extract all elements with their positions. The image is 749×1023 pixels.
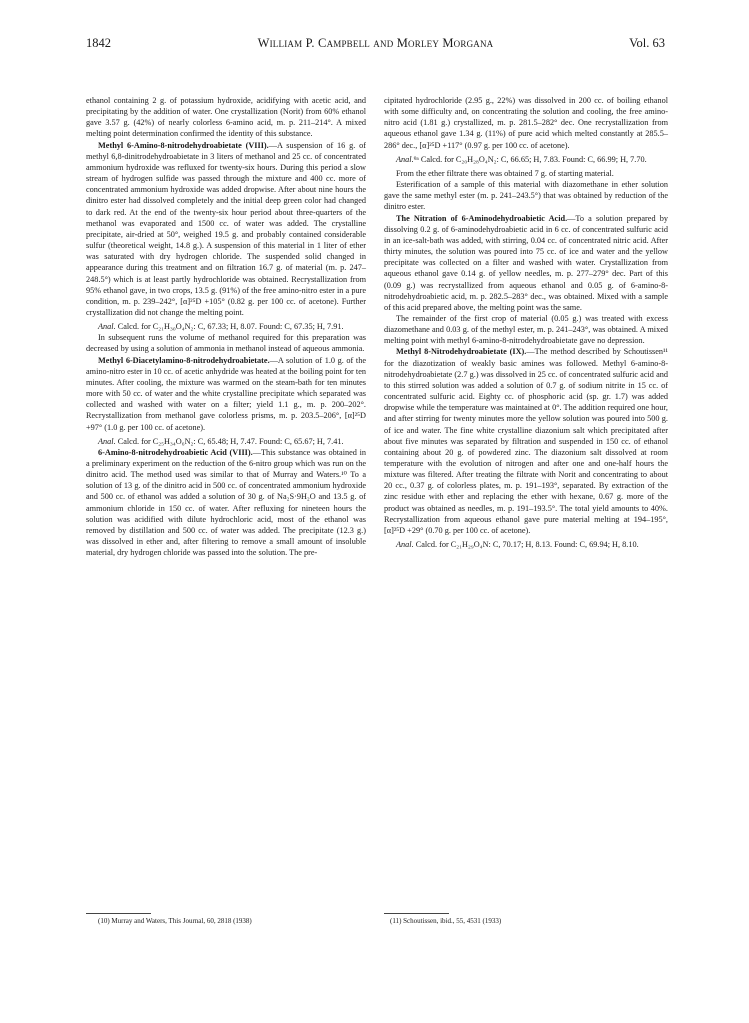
- paragraph-r6: The remainder of the first crop of material (0.05 g.) was treated with excess diazomethane and 0.03 g. of the methyl ester, m. p. 241–243°, was obtained. A mixed melting point with methyl 6-amino-8-nitrodehydroabietate gave no depression.: [384, 313, 668, 346]
- footnote-rule-left: [86, 913, 151, 914]
- paragraph-r2: Anal.⁹ᵃ Calcd. for C₂₀H₂₈O₄N₂: C, 66.65; H, 7.83. Found: C, 66.99; H, 7.70.: [396, 154, 647, 164]
- paragraph-l4: In subsequent runs the volume of methanol required for this preparation was decreased by using a solution of ammonia in methanol instead of aqueous ammonia.: [86, 333, 366, 354]
- paragraph-l2: Methyl 6-Amino-8-nitrodehydroabietate (VIII).—A suspension of 16 g. of methyl 6,8-dinitrodehydroabietate in 3 liters of methanol and 25 cc. of concentrated ammonium hydroxide was refluxed for twenty-six hours. During this period a slow stream of hydrogen sulfide was passed through the mixture and 400 cc. more of concentrated ammonium hydroxide was added dropwise. After about nine hours the dinitro ester had dissolved completely and the initial deep green color had changed to dark red. At the end of the twenty-six hour period about three-quarters of the methanol was evaporated and 1500 cc. of water was added. The crystalline precipitate, air-dried at 50°, weighed 19.5 g. and probably contained considerable sulfur (theoretical weight, 14.8 g.). A suspension of this material in 1 liter of ether was saturated with dry hydrogen chloride. The suspended solid changed in appearance during this treatment and on filtration 16.7 g. of material (m. p. 247–248.5°) which is at least partly hydrochloride was obtained. Recrystallization from 95% ethanol gave, in two crops, 13.5 g. (91%) of the free amino-nitro ester in a pure condition, m. p. 239–242°, [α]²⁵D +105° (0.82 g. per 100 cc. of acetone). Further crystallization did not change the melting point.: [86, 140, 366, 317]
- volume-label: Vol. 63: [629, 36, 665, 50]
- paragraph-r5: The Nitration of 6-Aminodehydroabietic Acid.—To a solution prepared by dissolving 0.2 g. of 6-aminodehydroabietic acid in 6 cc. of concentrated sulfuric acid in an ice-salt-bath was added, with stirring, 0.04 cc. of concentrated nitric acid. After thirty minutes, the solution was poured into 75 cc. of ice and water and the yellow precipitate was collected on a filter and washed with water. Crystallization from aqueous ethanol gave 0.14 g. of yellow needles, m. p. 277–279° dec. Part of this (0.09 g.) was recrystallized from aqueous ethanol and 0.05 g. of 6-amino-8-nitrodehydroabietic acid, m. p. 282.5–283° dec., was obtained. Mixed with a sample of this acid prepared above, the melting point was the same.: [384, 213, 668, 312]
- paragraph-r3: From the ether filtrate there was obtained 7 g. of starting material.: [396, 168, 614, 178]
- paragraph-l3: Anal. Calcd. for C₂₁H₃₀O₄N₂: C, 67.33; H, 8.07. Found: C, 67.35; H, 7.91.: [98, 322, 344, 332]
- paragraph-r4: Esterification of a sample of this material with diazomethane in ether solution gave the same methyl ester (m. p. 241–243.5°) that was obtained by reduction of the dinitro ester.: [384, 180, 668, 212]
- left-column: [86, 95, 366, 558]
- running-header: [86, 36, 665, 52]
- footnote-10: (10) Murray and Waters, This Journal, 60, 2818 (1938): [98, 917, 252, 925]
- running-title: William P. Campbell and Morley Morgana: [257, 36, 494, 50]
- paragraph-r7: Methyl 8-Nitrodehydroabietate (IX).—The method described by Schoutissen¹¹ for the diazotization of weakly basic amines was followed. Methyl 6-amino-8-nitrodehydroabietate (2.7 g.) was dissolved in 25 cc. of concentrated sulfuric acid and to this stirred solution was added a solution of 0.7 g. of sodium nitrite in 15 cc. of concentrated sulfuric acid. Eighty cc. of phosphoric acid (sp. gr. 1.7) was added dropwise while the temperature was maintained at 0°. The addition required one hour, and after stirring for twenty minutes more the yellow solution was poured into 500 g. of ice and water. The fine white crystalline diazonium salt which precipitated after about five minutes was separated by filtration and suspended in 150 cc. of ethanol containing about 20 g. of powdered zinc. The diazonium salt dissolved at room temperature with the evolution of nitrogen and after one and one-half hours the mixture was filtered. After treating the filtrate with Norit and concentrating to about 20 cc., 0.37 g. of colorless plates, m. p. 191–193°, separated. By extraction of the zinc residue with ether and replacing the ether with hexane, 0.67 g. more of the product was obtained as needles, m. p. 191–193.5°. The total yield amounts to 40%. Recrystallization from aqueous ethanol gave pure material melting at 194–195°, [α]²⁵D +29° (0.70 g. per 100 cc. of acetone).: [384, 347, 669, 535]
- paragraph-r1: cipitated hydrochloride (2.95 g., 22%) was dissolved in 200 cc. of boiling ethanol with some difficulty and, on concentrating the solution and cooling, the free amino-nitro acid (1.81 g.) crystallized, m. p. 281.5–282° dec. One recrystallization from aqueous ethanol gave 1.34 g. (11%) of pure acid which melted constantly at 285.5–286° dec., [α]²⁵D +117° (0.97 g. per 100 cc. of acetone).: [384, 96, 668, 150]
- footnote-rule-right: [384, 913, 449, 914]
- paragraph-r8: Anal. Calcd. for C₂₁H₂₉O₄N: C, 70.17; H, 8.13. Found: C, 69.94; H, 8.10.: [396, 540, 639, 550]
- paragraph-l1: ethanol containing 2 g. of potassium hydroxide, acidifying with acetic acid, and precipitating by the addition of water. One crystallization (Norit) from 60% ethanol gave 3.57 g. (42%) of nearly colorless 6-amino acid, m. p. 211–214°. A mixed melting point determination confirmed the identity of this substance.: [86, 96, 366, 139]
- page-number: 1842: [86, 36, 111, 50]
- paragraph-l5: Methyl 6-Diacetylamino-8-nitrodehydroabietate.—A solution of 1.0 g. of the amino-nitro ester in 10 cc. of acetic anhydride was heated at the boiling point for ten minutes. After cooling, the mixture was warmed on the steam-bath for ten minutes more with 50 cc. of water and the white crystalline precipitate which separated was collected and washed with water on a filter; yield 1.1 g., m. p. 200–202°. Recrystallization from methanol gave colorless prisms, m. p. 203.5–206°, [α]²⁵D +97° (1.0 g. per 100 cc. of acetone).: [86, 355, 366, 432]
- right-column: [384, 95, 668, 550]
- paragraph-l6: Anal. Calcd. for C₂₅H₃₄O₆N₂: C, 65.48; H, 7.47. Found: C, 65.67; H, 7.41.: [98, 436, 344, 446]
- footnote-11: (11) Schoutissen, ibid., 55, 4531 (1933): [390, 917, 502, 925]
- paragraph-l7: 6-Amino-8-nitrodehydroabietic Acid (VIII).—This substance was obtained in a preliminary experiment on the reduction of the 6-nitro group which was run on the dinitro acid. The method used was similar to that of Murray and Waters.¹⁰ To a solution of 13 g. of the dinitro acid in 500 cc. of concentrated ammonium hydroxide and 500 cc. of ethanol was added a solution of 30 g. of Na₂S·9H₂O and 13.5 g. of ammonium chloride in 150 cc. of water. After refluxing for nineteen hours the solution was acidified with dilute hydrochloric acid, most of the ethanol was removed by distillation and 500 cc. of water was added. The precipitate (12.3 g.) was dissolved in ether and, after filtering to remove a small amount of insoluble material, dry hydrogen chloride was passed into the solution. The pre-: [86, 447, 366, 558]
